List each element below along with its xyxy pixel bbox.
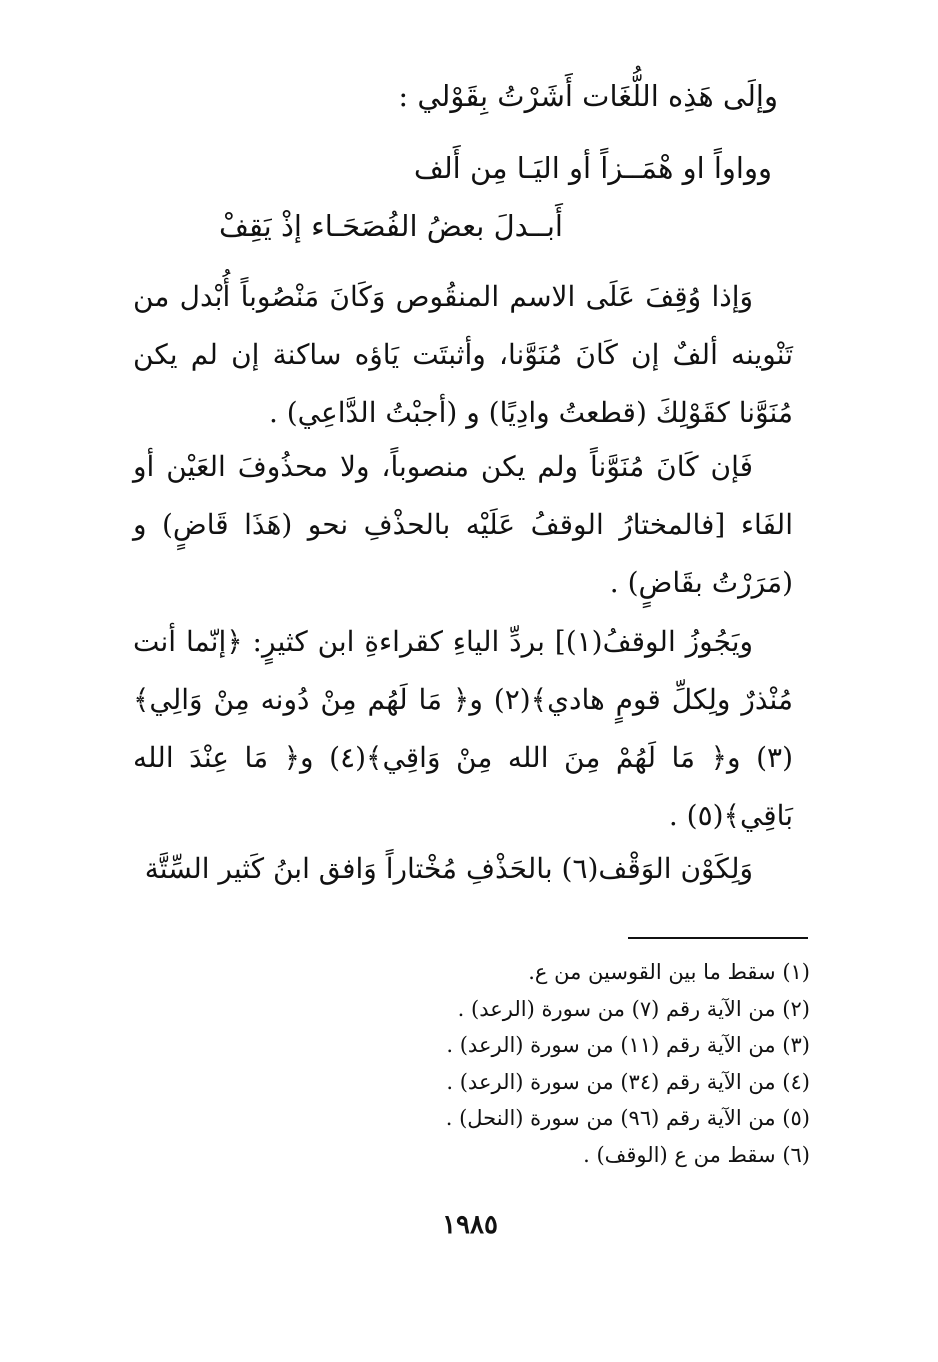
paragraph-2: [133, 438, 793, 612]
footnote-5: (٥) من الآية رقم (٩٦) من سورة (النحل) .: [445, 1106, 810, 1130]
footnote-6: (٦) سقط من ع (الوقف) .: [583, 1142, 810, 1167]
paragraph-3: [133, 613, 793, 845]
footnote-4: (٤) من الآية رقم (٣٤) من سورة (الرعد) .: [446, 1069, 810, 1094]
paragraph-4: [133, 840, 793, 898]
paragraph-1-text: وَإذا وُقِفَ عَلَى الاسم المنقُوص وَكَانَ مَنْصُوباً أُبْدل من تَنْوينه ألفٌ إن كَانَ مُنَوَّنا، وأثبتَت يَاؤه ساكنة إن لم يكن مُنَوَّنا كقَوْلِكَ (قطعتُ وادِيًا) و (أجبْتُ الدَّاعِي) .: [133, 280, 793, 429]
verse-line-2: أَبــدلَ بعضُ الفُصَحَـاء إذْ يَقِفْ: [218, 209, 563, 243]
page-number: ١٩٨٥: [442, 1210, 498, 1240]
footnote-2: (٢) من الآية رقم (٧) من سورة (الرعد) .: [457, 996, 810, 1021]
verse-line-1: وواواً او هْمَــزاً أو اليَـا مِن أَلف: [413, 151, 772, 185]
paragraph-2-text: فَإن كَانَ مُنَوَّناً ولم يكن منصوباً، ولا محذُوفَ العَيْن أو الفَاء [فالمختارُ الوقفُ عَلَيْه بالحذْفِ نحو (هَذَا قَاضٍ) و (مَرَرْتُ بقَاضٍ) .: [133, 450, 793, 599]
paragraph-4-text: وَلِكَوْن الوَقْف(٦) بالحَذْفِ مُخْتاراً وَافق ابنُ كَثير السِّتَّة: [144, 852, 753, 885]
footnote-divider: [628, 937, 808, 939]
footnote-1: (١) سقط ما بين القوسين من ع.: [528, 960, 810, 984]
paragraph-3-text: ويَجُوزُ الوقفُ(١)] بردِّ الياءِ كقراءةِ ابن كثيرٍ: ﴿إنّما أنت مُنْذرٌ ولِكلِّ قومٍ هادي﴾(٢) و﴿ مَا لَهُم مِنْ دُونه مِنْ وَالِي﴾(٣) و﴿ مَا لَهُمْ مِنَ الله مِنْ وَاقِي﴾(٤) و﴿ مَا عِنْدَ الله بَاقِي﴾(٥) .: [133, 625, 794, 832]
footnote-3: (٣) من الآية رقم (١١) من سورة (الرعد) .: [446, 1033, 810, 1057]
footnotes-list: [210, 954, 810, 1173]
intro-line: وإلَى هَذِه اللُّغَات أَشَرْتُ بِقَوْلي :: [398, 79, 778, 113]
paragraph-1: [133, 268, 793, 442]
